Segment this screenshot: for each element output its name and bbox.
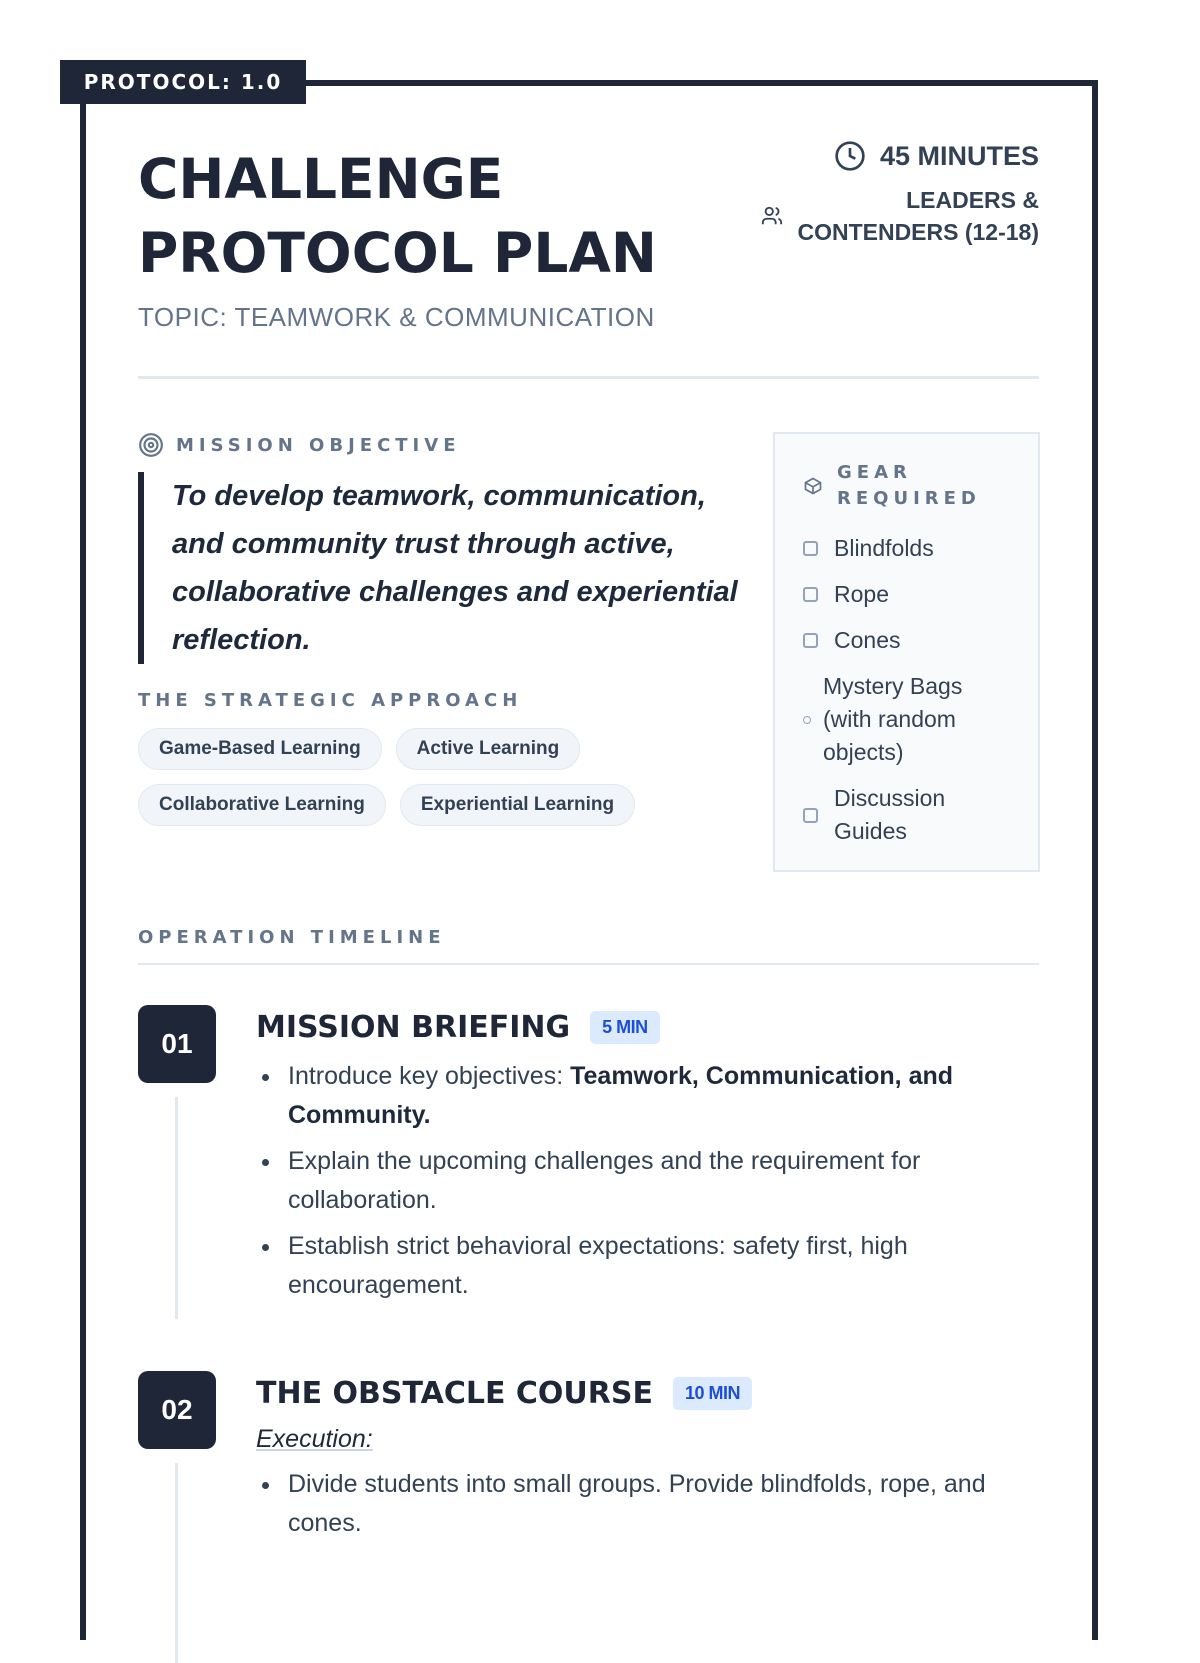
- gear-heading: [803, 460, 1010, 512]
- approach-pill: Experiential Learning: [400, 784, 635, 826]
- step-bullet: Divide students into small groups. Provide blindfolds, rope, and cones.: [256, 1465, 1036, 1543]
- step-title: MISSION BRIEFING: [256, 1009, 571, 1045]
- gear-panel: [773, 432, 1040, 872]
- gear-label: REQUIRED: [837, 488, 981, 509]
- mission-text: To develop teamwork, communication, and community trust through active, collaborative challenges and experiential reflection.: [138, 472, 738, 664]
- gear-label: GEAR: [837, 462, 912, 483]
- approach-pill: Collaborative Learning: [138, 784, 386, 826]
- duration-badge: 10 MIN: [673, 1377, 752, 1410]
- checkbox[interactable]: [803, 808, 818, 823]
- audience-text: LEADERS &: [906, 187, 1039, 213]
- duration: [761, 140, 1039, 172]
- bullet-bold: Teamwork, Communication, and Community.: [288, 1062, 954, 1129]
- target-icon: [138, 432, 164, 458]
- timeline-label: OPERATION TIMELINE: [138, 927, 446, 948]
- section-label: MISSION OBJECTIVE: [176, 434, 461, 456]
- timeline-line: [175, 1097, 178, 1319]
- step-number: 02: [138, 1371, 216, 1449]
- checkbox[interactable]: [803, 587, 818, 602]
- step-subheading: Execution:: [256, 1425, 373, 1453]
- gear-item-label: Cones: [834, 627, 901, 653]
- mission-objective-heading: [138, 432, 461, 458]
- approach-pill: Game-Based Learning: [138, 728, 382, 770]
- gear-item[interactable]: [803, 532, 1010, 565]
- gear-item[interactable]: [803, 670, 1010, 769]
- clock-icon: [834, 140, 866, 172]
- approach-pills: [138, 728, 698, 826]
- divider: [138, 963, 1039, 965]
- bullet-text: Introduce key objectives:: [288, 1062, 571, 1090]
- gear-item[interactable]: [803, 578, 1010, 611]
- step-number: 01: [138, 1005, 216, 1083]
- users-icon: [761, 205, 783, 227]
- meta-info: [761, 140, 1039, 248]
- timeline-line: [175, 1463, 178, 1663]
- gear-item-label: Discussion Guides: [834, 785, 946, 844]
- step-bullet: [256, 1057, 1036, 1135]
- step-title: THE OBSTACLE COURSE: [256, 1375, 653, 1411]
- duration-text: 45 MINUTES: [879, 140, 1039, 171]
- title-line: PROTOCOL PLAN: [138, 221, 657, 285]
- protocol-tag: PROTOCOL: 1.0: [60, 60, 306, 104]
- gear-item-label: Rope: [834, 581, 889, 607]
- page-title: [138, 142, 657, 290]
- audience: [761, 184, 1039, 248]
- checkbox[interactable]: [803, 716, 811, 724]
- gear-item-label: Mystery Bags (with random objects): [823, 673, 963, 765]
- duration-badge: 5 MIN: [590, 1011, 660, 1044]
- checkbox[interactable]: [803, 633, 818, 648]
- gear-item[interactable]: [803, 624, 1010, 657]
- divider: [138, 376, 1039, 379]
- box-icon: [803, 476, 823, 496]
- audience-text: CONTENDERS (12-18): [797, 219, 1039, 245]
- topic: TOPIC: TEAMWORK & COMMUNICATION: [138, 302, 655, 332]
- title-line: CHALLENGE: [138, 147, 504, 211]
- approach-pill: Active Learning: [396, 728, 581, 770]
- gear-item-label: Blindfolds: [834, 535, 934, 561]
- gear-item[interactable]: [803, 782, 1010, 848]
- approach-label: THE STRATEGIC APPROACH: [138, 690, 523, 711]
- step-bullet: Explain the upcoming challenges and the requirement for collaboration.: [256, 1142, 1036, 1220]
- step-bullet: Establish strict behavioral expectations: safety first, high encouragement.: [256, 1227, 1036, 1305]
- checkbox[interactable]: [803, 541, 818, 556]
